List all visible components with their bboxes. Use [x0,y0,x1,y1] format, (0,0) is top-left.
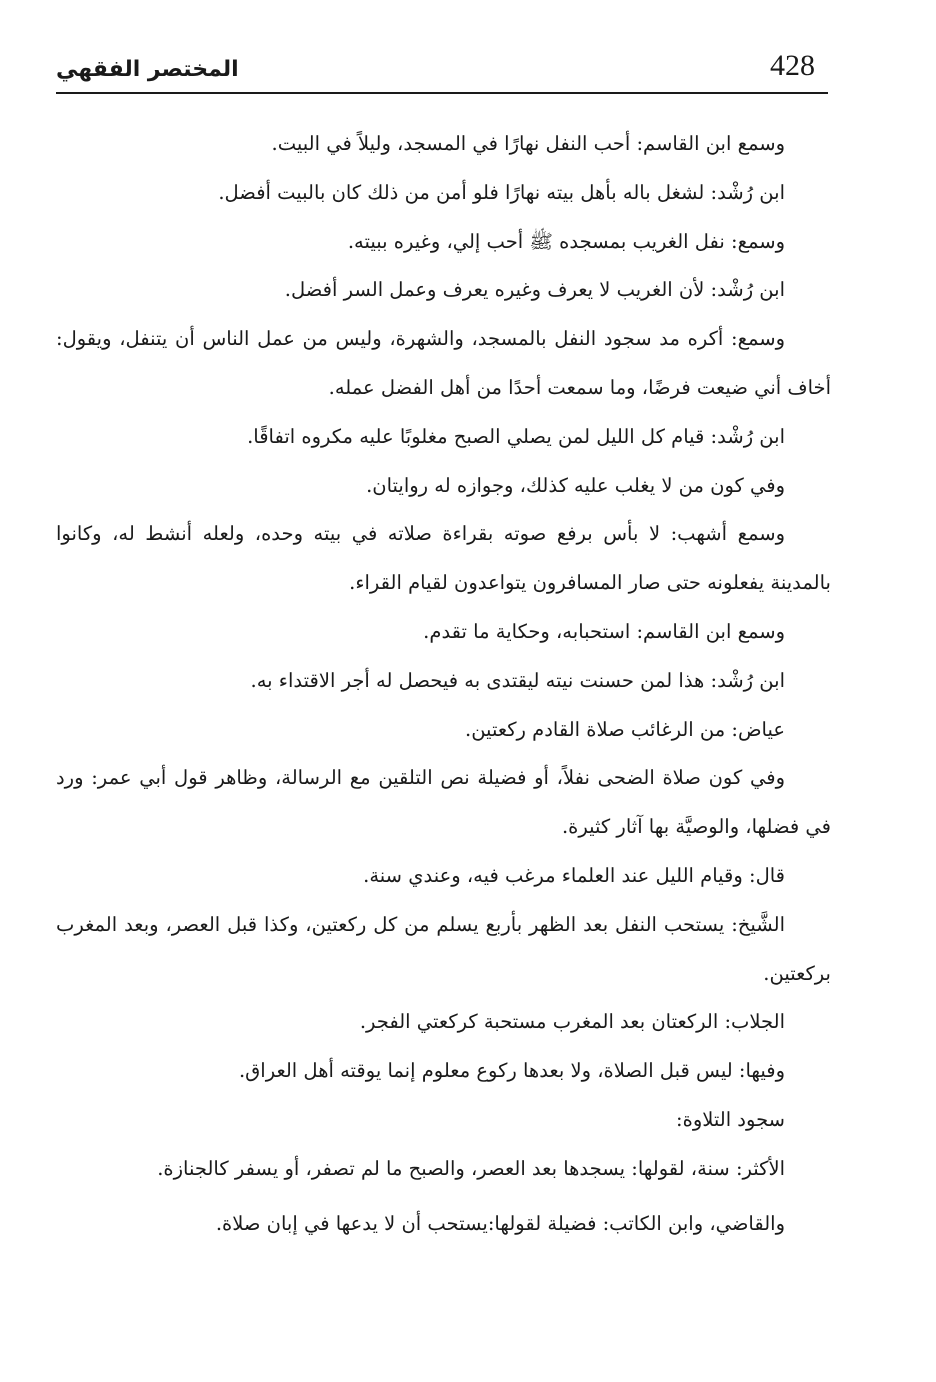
paragraph: وسمع ابن القاسم: استحبابه، وحكاية ما تقدم. [423,619,785,643]
paragraph: عياض: من الرغائب صلاة القادم ركعتين. [465,717,785,741]
paragraph: الشَّيخ: يستحب النفل بعد الظهر بأربع يسلم من كل ركعتين، وكذا قبل العصر، وبعد المغرب بركعتين. [56,912,831,985]
paragraph: الأكثر: سنة، لقولها: يسجدها بعد العصر، والصبح ما لم تصفر، أو يسفر كالجنازة. [157,1156,785,1180]
paragraph: قال: وقيام الليل عند العلماء مرغب فيه، وعندي سنة. [363,863,785,887]
paragraph: الجلاب: الركعتان بعد المغرب مستحبة كركعتي الفجر. [359,1010,785,1034]
page-number: 428 [770,49,815,82]
paragraph: ابن رُشْد: قيام كل الليل لمن يصلي الصبح مغلوبًا عليه مكروه اتفاقًا. [247,424,785,448]
paragraph: وسمع: نفل الغريب بمسجده ﷺ أحب إلي، وغيره ببيته. [347,229,785,253]
paragraph: وسمع ابن القاسم: أحب النفل نهارًا في المسجد، وليلاً في البيت. [271,132,785,155]
section-heading: سجود التلاوة: [676,1107,785,1131]
paragraph: ابن رُشْد: لأن الغريب لا يعرف وغيره يعرف وعمل السر أفضل. [284,278,785,302]
paragraph: ابن رُشْد: لشغل باله بأهل بيته نهارًا فلو أمن من ذلك كان بالبيت أفضل. [218,180,785,204]
paragraph: وسمع: أكره مد سجود النفل بالمسجد، والشهرة، وليس من عمل الناس أن يتنفل، ويقول: أخاف أني ضيعت فرضًا، وما سمعت أحدًا من أهل الفضل عمله. [56,327,831,399]
running-title: المختصر الفقهي [56,57,239,82]
paragraph: ابن رُشْد: هذا لمن حسنت نيته ليقتدى به فيحصل له أجر الاقتداء به. [250,668,785,692]
paragraph: وفي كون صلاة الضحى نفلاً، أو فضيلة نص التلقين مع الرسالة، وظاهر قول أبي عمر: ورد في فضلها، والوصيَّة بها آثار كثيرة. [56,766,831,839]
page-header [56,40,828,94]
paragraph: وفيها: ليس قبل الصلاة، ولا بعدها ركوع معلوم إنما يوقته أهل العراق. [238,1059,785,1083]
body-text [56,120,831,1248]
paragraph: والقاضي، وابن الكاتب: فضيلة لقولها:يستحب أن لا يدعها في إبان صلاة. [215,1211,785,1235]
paragraph: وسمع أشهب: لا بأس برفع صوته بقراءة صلاته في بيته وحده، ولعله أنشط له، وكانوا بالمدينة يفعلونه حتى صار المسافرون يتواعدون لقيام القراء. [56,522,831,595]
paragraph: وفي كون من لا يغلب عليه كذلك، وجوازه له روايتان. [366,473,785,497]
